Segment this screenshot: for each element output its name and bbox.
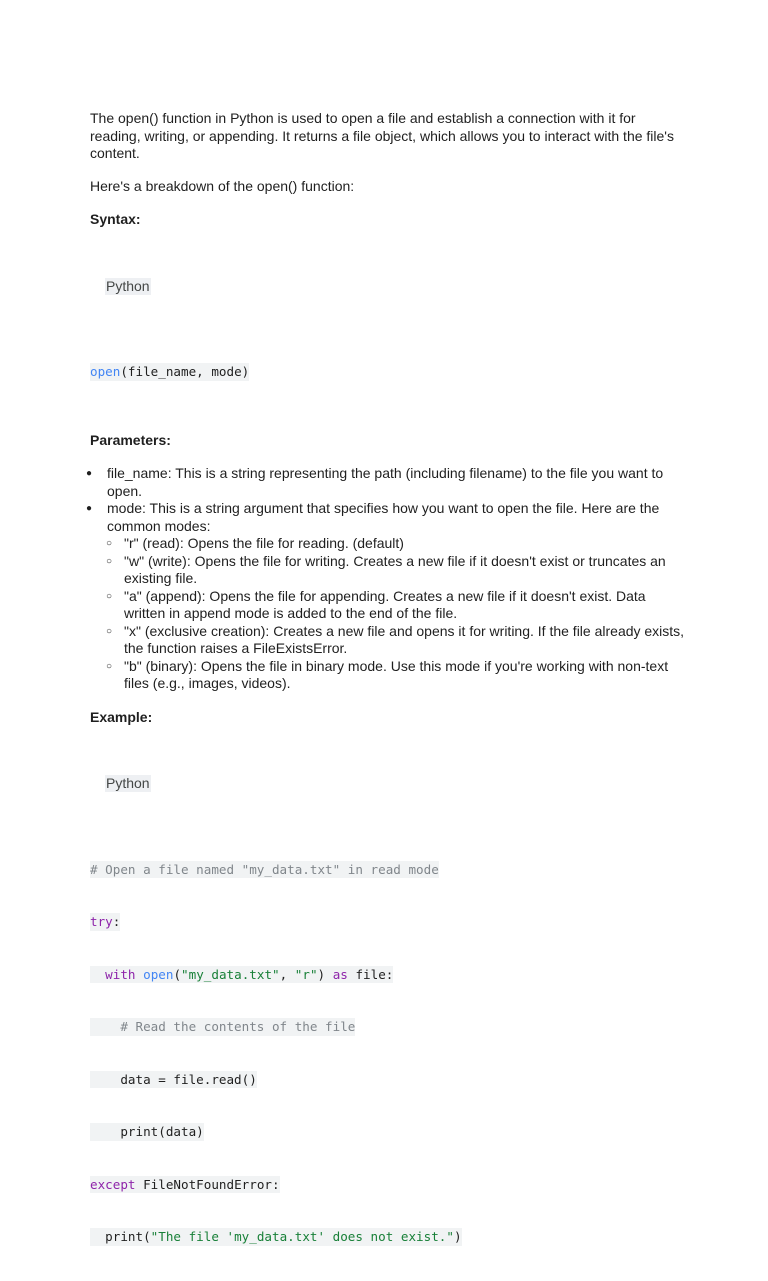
code-string-token: "r": [294, 966, 318, 982]
code-text-token: ): [317, 966, 333, 982]
example-heading: Example:: [90, 708, 153, 725]
code-line: [90, 1228, 462, 1246]
code-text-token: (: [173, 966, 182, 982]
code-line: [90, 1018, 355, 1036]
code-keyword-token: with: [105, 966, 136, 982]
code-text-token: file:: [347, 966, 394, 982]
code-comment-token: # Read the contents of the file: [90, 1019, 356, 1034]
code-line: [90, 966, 393, 984]
code-text-token: ,: [279, 966, 295, 982]
code-text-token: [136, 967, 144, 982]
code-line: [90, 913, 120, 931]
code-text-token: ): [453, 1229, 462, 1244]
code-function-token: open: [143, 966, 174, 982]
code-function-token: open: [90, 364, 121, 379]
list-item: [107, 553, 690, 588]
list-item-text: "r" (read): Opens the file for reading. (default): [124, 535, 404, 551]
list-item: [107, 623, 690, 658]
list-item-text: "w" (write): Opens the file for writing. Creates a new file if it doesn't exist or truncates an existing file.: [124, 552, 666, 586]
code-string-token: "The file 'my_data.txt' does not exist.": [150, 1229, 454, 1244]
list-item-text: file_name: This is a string representing the path (including filename) to the file you want to open.: [107, 465, 664, 499]
code-comment-token: # Open a file named "my_data.txt" in read mode: [90, 861, 439, 877]
example-code-block[interactable]: [90, 826, 690, 1281]
code-keyword-token: except: [90, 1176, 136, 1192]
code-text-token: print(data): [90, 1124, 204, 1139]
document-body: [90, 110, 690, 1281]
list-item-text: "b" (binary): Opens the file in binary mode. Use this mode if you're working with non-text files (e.g., images, videos).: [124, 657, 669, 691]
code-text-token: [90, 967, 105, 982]
code-keyword-token: as: [332, 966, 348, 982]
list-item: [107, 535, 690, 553]
code-line: [90, 861, 439, 879]
list-item: [107, 658, 690, 693]
code-text-token: :: [112, 914, 121, 929]
syntax-language-label: Python: [106, 277, 150, 294]
code-text-token: (file_name, mode): [120, 364, 250, 379]
code-line: [90, 1123, 204, 1141]
code-text-token: print(: [90, 1229, 151, 1244]
code-line: [90, 363, 249, 381]
breakdown-sentence: Here's a breakdown of the open() function:: [90, 177, 355, 194]
code-string-token: "my_data.txt": [181, 966, 280, 982]
list-item-text: "a" (append): Opens the file for appending. Creates a new file if it doesn't exist. Data written in append mode is added to the end of the file.: [124, 587, 646, 621]
list-item-text: "x" (exclusive creation): Creates a new file and opens it for writing. If the file already exists, the function raises a FileExistsError.: [124, 622, 685, 656]
list-item-text: mode: This is a string argument that specifies how you want to open the file. Here are the common modes:: [107, 500, 660, 534]
code-line: [90, 1176, 280, 1194]
code-text-token: FileNotFoundError:: [135, 1176, 280, 1192]
modes-list: [107, 535, 690, 693]
code-line: [90, 1071, 257, 1089]
syntax-heading: Syntax:: [90, 211, 141, 227]
list-item: [107, 588, 690, 623]
syntax-code-header: [90, 278, 690, 296]
example-language-label: Python: [106, 775, 150, 791]
example-code-header: [90, 775, 690, 793]
list-item: [90, 500, 690, 693]
parameters-heading: Parameters:: [90, 431, 171, 448]
parameters-list: [90, 465, 690, 693]
syntax-code-block[interactable]: [90, 328, 690, 416]
code-text-token: data = file.read(): [90, 1071, 257, 1087]
code-keyword-token: try: [90, 914, 113, 929]
intro-paragraph: The open() function in Python is used to open a file and establish a connection with it for reading, writing, or appending. It returns a file object, which allows you to interact with the file's content.: [90, 110, 674, 161]
list-item: [90, 465, 690, 500]
